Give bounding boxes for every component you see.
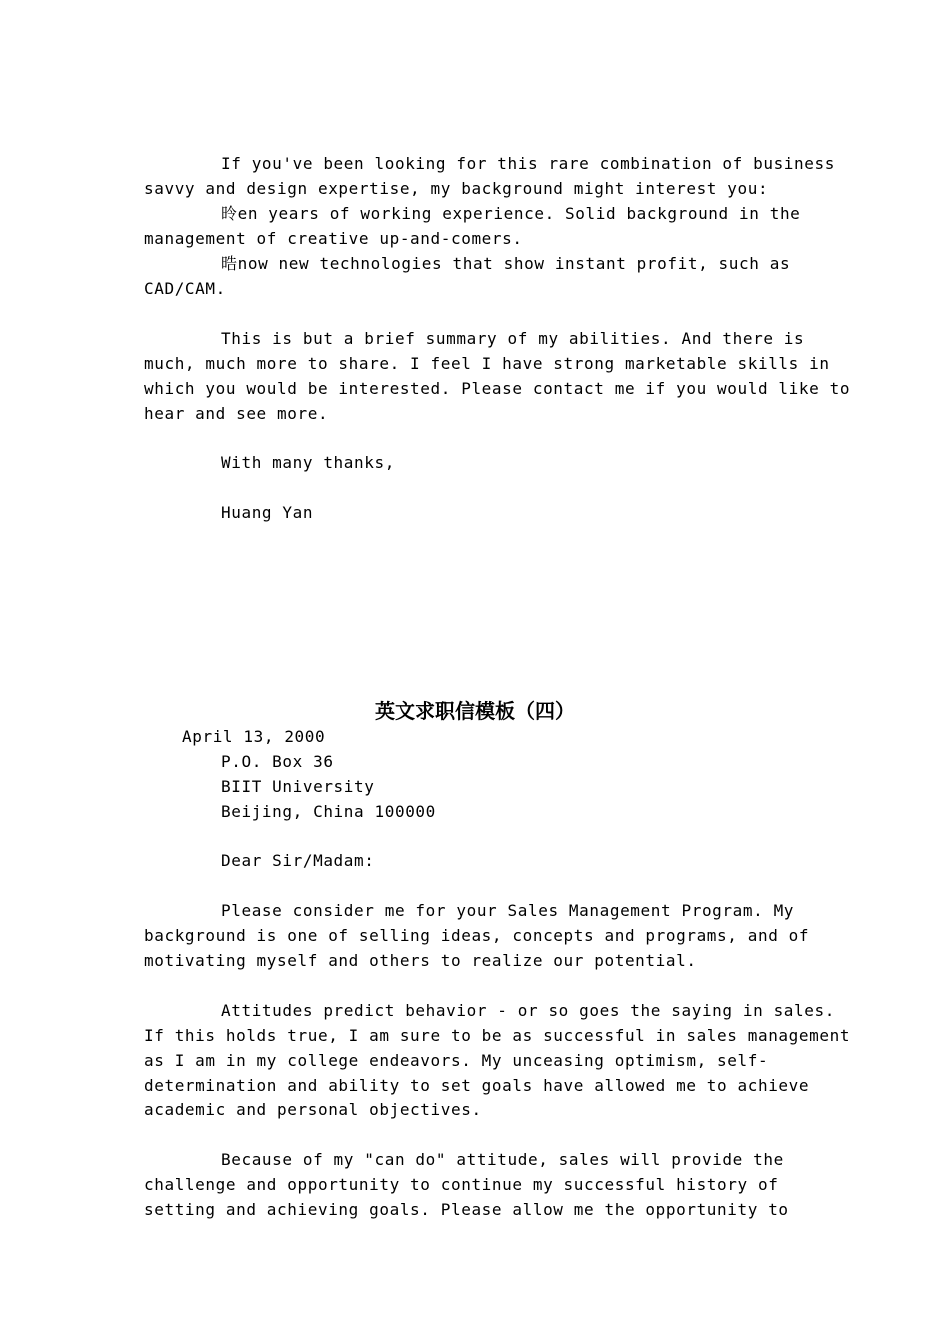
paragraph-line: Because of my "can do" attitude, sales will provide the (221, 1150, 784, 1169)
bullet-line: 晧now new technologies that show instant profit, such as (221, 254, 791, 273)
bullet-line: 昤en years of working experience. Solid background in the (221, 204, 801, 223)
paragraph-line: setting and achieving goals. Please allow me the opportunity to (144, 1200, 789, 1219)
paragraph-line: background is one of selling ideas, concepts and programs, and of (144, 926, 810, 945)
paragraph-line: challenge and opportunity to continue my successful history of (144, 1175, 779, 1194)
section-title: 英文求职信模板（四） (375, 699, 575, 723)
paragraph-line: This is but a brief summary of my abilities. And there is (221, 329, 805, 348)
paragraph-line: Attitudes predict behavior - or so goes the saying in sales. (221, 1001, 835, 1020)
bullet-line: CAD/CAM. (144, 279, 226, 298)
signature-line: Huang Yan (221, 503, 314, 522)
bullet-line: management of creative up-and-comers. (144, 229, 523, 248)
closing-line: With many thanks, (221, 453, 395, 472)
paragraph-line: If you've been looking for this rare combination of business (221, 154, 835, 173)
paragraph-line: Please consider me for your Sales Management Program. My (221, 901, 795, 920)
salutation-line: Dear Sir/Madam: (221, 851, 375, 870)
paragraph-line: as I am in my college endeavors. My unceasing optimism, self- (144, 1051, 769, 1070)
paragraph-line: academic and personal objectives. (144, 1100, 482, 1119)
paragraph-line: savvy and design expertise, my background might interest you: (144, 179, 769, 198)
address-line: BIIT University (221, 777, 375, 796)
paragraph-line: much, much more to share. I feel I have strong marketable skills in (144, 354, 830, 373)
paragraph-line: If this holds true, I am sure to be as successful in sales management (144, 1026, 851, 1045)
address-line: P.O. Box 36 (221, 752, 334, 771)
date-line: April 13, 2000 (182, 727, 326, 746)
paragraph-line: which you would be interested. Please contact me if you would like to (144, 379, 851, 398)
paragraph-line: motivating myself and others to realize our potential. (144, 951, 697, 970)
paragraph-line: hear and see more. (144, 404, 329, 423)
address-line: Beijing, China 100000 (221, 802, 436, 821)
paragraph-line: determination and ability to set goals have allowed me to achieve (144, 1076, 810, 1095)
